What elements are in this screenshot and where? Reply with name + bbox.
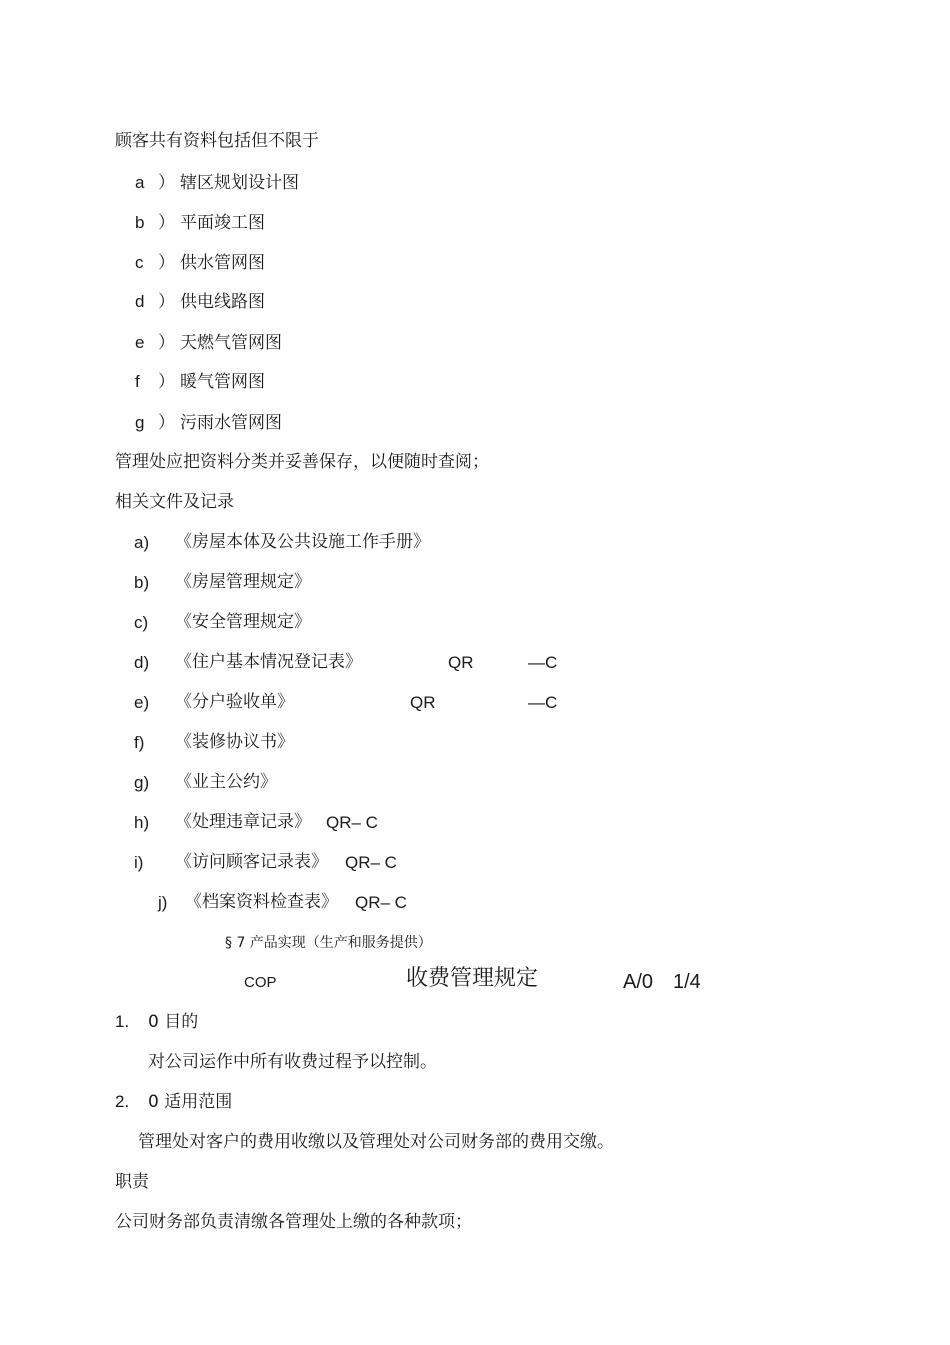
item-text: 天燃气管网图 [180, 333, 282, 353]
related-heading: 相关文件及记录 [115, 492, 234, 512]
section-body: 管理处对客户的费用收缴以及管理处对公司财务部的费用交缴。 [138, 1132, 614, 1152]
record-title: 《装修协议书》 [175, 732, 294, 752]
record-code: QR– C [326, 813, 378, 832]
record-code-prefix: QR [448, 653, 474, 672]
record-code-suffix: —C [528, 693, 558, 712]
item-text: 辖区规划设计图 [180, 173, 299, 193]
header-page: 1/4 [673, 971, 701, 993]
item-letter: f [135, 372, 140, 391]
item-text: 污雨水管网图 [180, 413, 282, 433]
item-paren: ） [158, 253, 175, 273]
section-body: 对公司运作中所有收费过程予以控制。 [148, 1052, 437, 1072]
section-body: 公司财务部负责清缴各管理处上缴的各种款项； [115, 1212, 472, 1232]
item-letter: c) [134, 613, 149, 632]
item-letter: j) [158, 893, 168, 912]
section-title: 0 目的 [148, 1012, 199, 1032]
record-title: 《房屋管理规定》 [175, 572, 311, 592]
item-letter: i) [134, 853, 144, 872]
item-paren: ） [158, 333, 175, 353]
section-number: 2. [115, 1092, 130, 1111]
item-letter: h) [134, 813, 150, 832]
item-letter: e) [134, 693, 150, 712]
item-letter: f) [134, 733, 145, 752]
item-letter: a) [134, 533, 150, 552]
item-text: 暖气管网图 [180, 372, 265, 392]
item-letter: e [135, 333, 145, 352]
item-text: 供水管网图 [180, 253, 265, 273]
record-title: 《住户基本情况登记表》 [175, 652, 362, 672]
item-letter: a [135, 173, 145, 192]
record-title: 《处理违章记录》 [175, 812, 311, 832]
record-title: 《档案资料检查表》 [185, 892, 338, 912]
item-text: 供电线路图 [180, 292, 265, 312]
record-title: 《安全管理规定》 [175, 612, 311, 632]
item-letter: b) [134, 573, 150, 592]
intro-text: 顾客共有资料包括但不限于 [115, 131, 319, 151]
header-title: 收费管理规定 [406, 966, 539, 991]
header-cop: COP [244, 974, 277, 991]
section-title: 职责 [115, 1172, 149, 1192]
record-title: 《业主公约》 [175, 772, 277, 792]
item-paren: ） [158, 292, 175, 312]
item-paren: ） [158, 173, 175, 193]
record-code: QR– C [355, 893, 407, 912]
section-title: 0 适用范围 [148, 1092, 233, 1112]
record-title: 《分户验收单》 [175, 692, 294, 712]
item-letter: c [135, 253, 144, 272]
record-title: 《访问顾客记录表》 [175, 852, 328, 872]
item-letter: d) [134, 653, 150, 672]
storage-note: 管理处应把资料分类并妥善保存，以便随时查阅； [115, 452, 489, 472]
item-letter: g [135, 413, 145, 432]
item-letter: b [135, 213, 145, 232]
section-number: 1. [115, 1012, 130, 1031]
record-code-prefix: QR [410, 693, 436, 712]
item-letter: d [135, 292, 145, 311]
item-paren: ） [158, 372, 175, 392]
record-title: 《房屋本体及公共设施工作手册》 [175, 532, 430, 552]
item-paren: ） [158, 413, 175, 433]
item-text: 平面竣工图 [180, 213, 265, 233]
item-letter: g) [134, 773, 150, 792]
record-code-suffix: —C [528, 653, 558, 672]
section-reference: § 7 产品实现（生产和服务提供） [225, 935, 432, 951]
item-paren: ） [158, 213, 175, 233]
header-version: A/0 [623, 971, 654, 993]
record-code: QR– C [345, 853, 397, 872]
